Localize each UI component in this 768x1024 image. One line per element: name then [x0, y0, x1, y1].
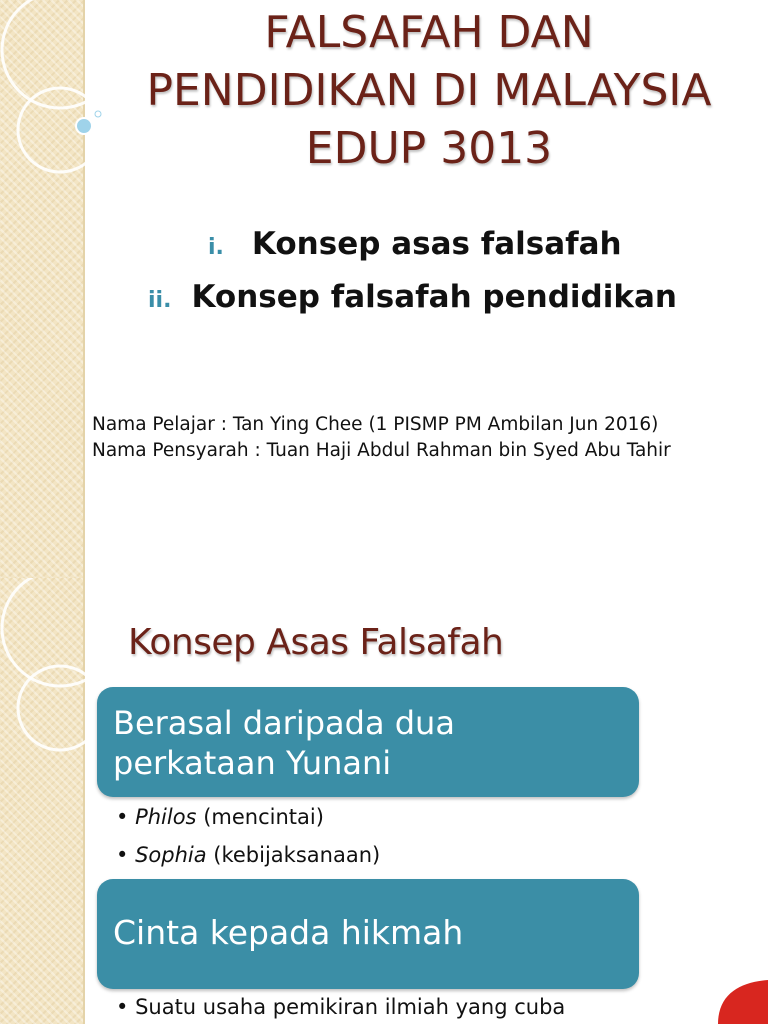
slide-title: Konsep Asas Falsafah	[128, 622, 504, 663]
bullet-desc: (mencintai)	[203, 805, 324, 829]
bullet-desc: (kebijaksanaan)	[213, 843, 381, 867]
title-line-3: EDUP 3013	[305, 123, 553, 174]
lecturer-name-line: Nama Pensyarah : Tuan Haji Abdul Rahman bin Syed Abu Tahir	[92, 440, 671, 461]
concept-slide	[0, 578, 768, 1024]
bullet-list	[116, 798, 380, 874]
bullet-item: • Suatu usaha pemikiran ilmiah yang cuba	[116, 995, 566, 1019]
title-line-2: PENDIDIKAN DI MALAYSIA	[146, 65, 712, 116]
meaning-box-text: Cinta kepada hikmah	[113, 913, 464, 952]
bullet-term: Philos	[135, 805, 197, 829]
author-info	[92, 412, 762, 464]
title-line-1: FALSAFAH DAN	[264, 7, 594, 58]
contents-item-number: i.	[208, 235, 224, 260]
student-name-line: Nama Pelajar : Tan Ying Chee (1 PISMP PM Ambilan Jun 2016)	[92, 414, 659, 435]
definition-box-text: Berasal daripada dua perkataan Yunani	[113, 704, 455, 782]
definition-box	[97, 687, 639, 797]
presentation-title	[90, 4, 768, 178]
contents-item	[148, 279, 677, 315]
bullet-term: Sophia	[135, 843, 207, 867]
meaning-box	[97, 879, 639, 989]
contents-item-text: Konsep asas falsafah	[251, 226, 622, 262]
red-shape-decoration	[710, 978, 768, 1024]
bullet-text: Suatu usaha pemikiran ilmiah yang cuba	[135, 995, 566, 1019]
contents-item-text: Konsep falsafah pendidikan	[191, 279, 677, 315]
bullet-list	[116, 988, 565, 1024]
contents-item	[208, 226, 622, 262]
contents-item-number: ii.	[148, 288, 172, 313]
bullet-item: • Sophia (kebijaksanaan)	[116, 843, 381, 867]
bullet-item: • Philos (mencintai)	[116, 805, 324, 829]
